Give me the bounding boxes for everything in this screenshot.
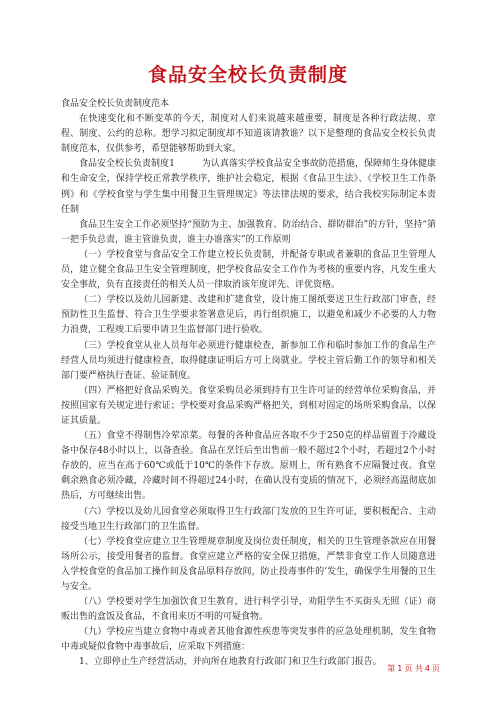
paragraph-13: （九）学校应当建立食物中毒或者其他食源性疾患等突发事件的应急处理机制，发生食物中毒或疑似食物中毒事故后，应采取下列措施： bbox=[61, 627, 436, 653]
paragraph-10: （六）学校以及幼儿园食堂必须取得卫生行政部门发放的卫生许可证，要积极配合、主动接受当地卫生行政部门的卫生监督。 bbox=[61, 506, 436, 532]
paragraph-6: （二）学校以及幼儿园新建、改建和扩建食堂，设计施工图纸要送卫生行政部门审查，经预防性卫生监督、符合卫生学要求签署意见后，再行组织施工，以避免和减少不必要的人力物力浪费，工程竣工后要申请卫生监督部门进行验收。 bbox=[61, 295, 436, 336]
page-footer bbox=[386, 663, 441, 674]
paragraph-14: 1、立即停止生产经营活动，并向所在地教育行政部门和卫生行政部门报告。 bbox=[79, 657, 382, 668]
footer-total-pages: 4 bbox=[424, 664, 430, 673]
paragraph-1: 食品安全校长负责制度范本 bbox=[61, 99, 170, 109]
paragraph-12: （八）学校要对学生加强饮食卫生教育，进行科学引导，劝阻学生不买街头无照（证）商贩出售的盒饭及食品，不食用来历不明的可疑食物。 bbox=[61, 597, 436, 623]
document-title: 食品安全校长负责制度 bbox=[147, 64, 348, 86]
paragraph-9: （五）食堂不得制售冷荤凉菜。每餐的各种食品应各取不少于250克的样品留置于冷藏设备中保存48小时以上，以备查验。食品在烹饪后至出售前一般不超过2个小时，若超过2个小时存放的，应当在高于60℃或低于10℃的条件下存放。原则上，所有熟食不应隔餐过夜。食堂剩余熟食必须冷藏，冷藏时间不得超过24小时，在确认没有变质的情况下，必须经高温彻底加热后，方可继续出售。 bbox=[61, 431, 436, 502]
footer-suffix: 页 bbox=[432, 664, 440, 673]
footer-middle: 页 共 bbox=[404, 664, 423, 673]
paragraph-11: （七）学校食堂应建立卫生管理规章制度及岗位责任制度，相关的卫生管理条款应在用餐场所公示，接受用餐者的监督。食堂应建立严格的安全保卫措施，严禁非食堂工作人员随意进入学校食堂的食品加工操作间及食品原料存放间，防止投毒事件的’发生，确保学生用餐的卫生与安全。 bbox=[61, 536, 436, 592]
paragraph-5: （一）学校食堂与食品安全工作建立校长负责制，并配备专职或者兼职的食品卫生管理人员，建立健全食品卫生安全管理制度，把学校食品安全工作作为考核的重要内容，凡发生重大安全事故，负有直接责任的相关人员一律取消该年度评先、评优资格。 bbox=[61, 249, 436, 291]
paragraph-3: 食品安全校长负责制度1 为认真落实学校食品安全事故防范措施，保障师生身体健康和生命安全，保持学校正常教学秩序，维护社会稳定，根据《食品卫生法》、《学校卫生工作条例》和《学校食堂与学生集中用餐卫生管理规定》等法律法规的要求，结合我校实际制定本责任制 bbox=[61, 159, 436, 215]
footer-prefix: 第 bbox=[387, 664, 396, 673]
paragraph-4: 食品卫生安全工作必须坚持“预防为主、加强教育、防治结合、群防群治”的方针，坚持“第一把手负总责，谁主管谁负责，谁主办谁落实”的工作原则 bbox=[61, 219, 436, 245]
document-body bbox=[61, 97, 436, 671]
paragraph-8: （四）严格把好食品采购关。食堂采购员必须到持有卫生许可证的经营单位采购食品，并按照国家有关规定进行索证；学校要对食品采购严格把关，到相对固定的场所采购食品，以保证其质量。 bbox=[61, 385, 436, 426]
paragraph-7: （三）学校食堂从业人员每年必须进行健康检查，新参加工作和临时参加工作的食品生产经营人员均须进行健康检查，取得健康证明后方可上岗就业。学校主管后勤工作的领导和相关部门要严格执行查证、验证制度。 bbox=[61, 340, 436, 381]
footer-page-number: 1 bbox=[397, 664, 403, 673]
paragraph-2: 在快速变化和不断变革的今天，制度对人们来说越来越重要，制度是各种行政法规、章程、制度、公约的总称。想学习拟定制度却不知道该请教谁？以下是整理的食品安全校长负责制度范本，仅供参考，希望能够帮助到大家。 bbox=[61, 114, 436, 155]
